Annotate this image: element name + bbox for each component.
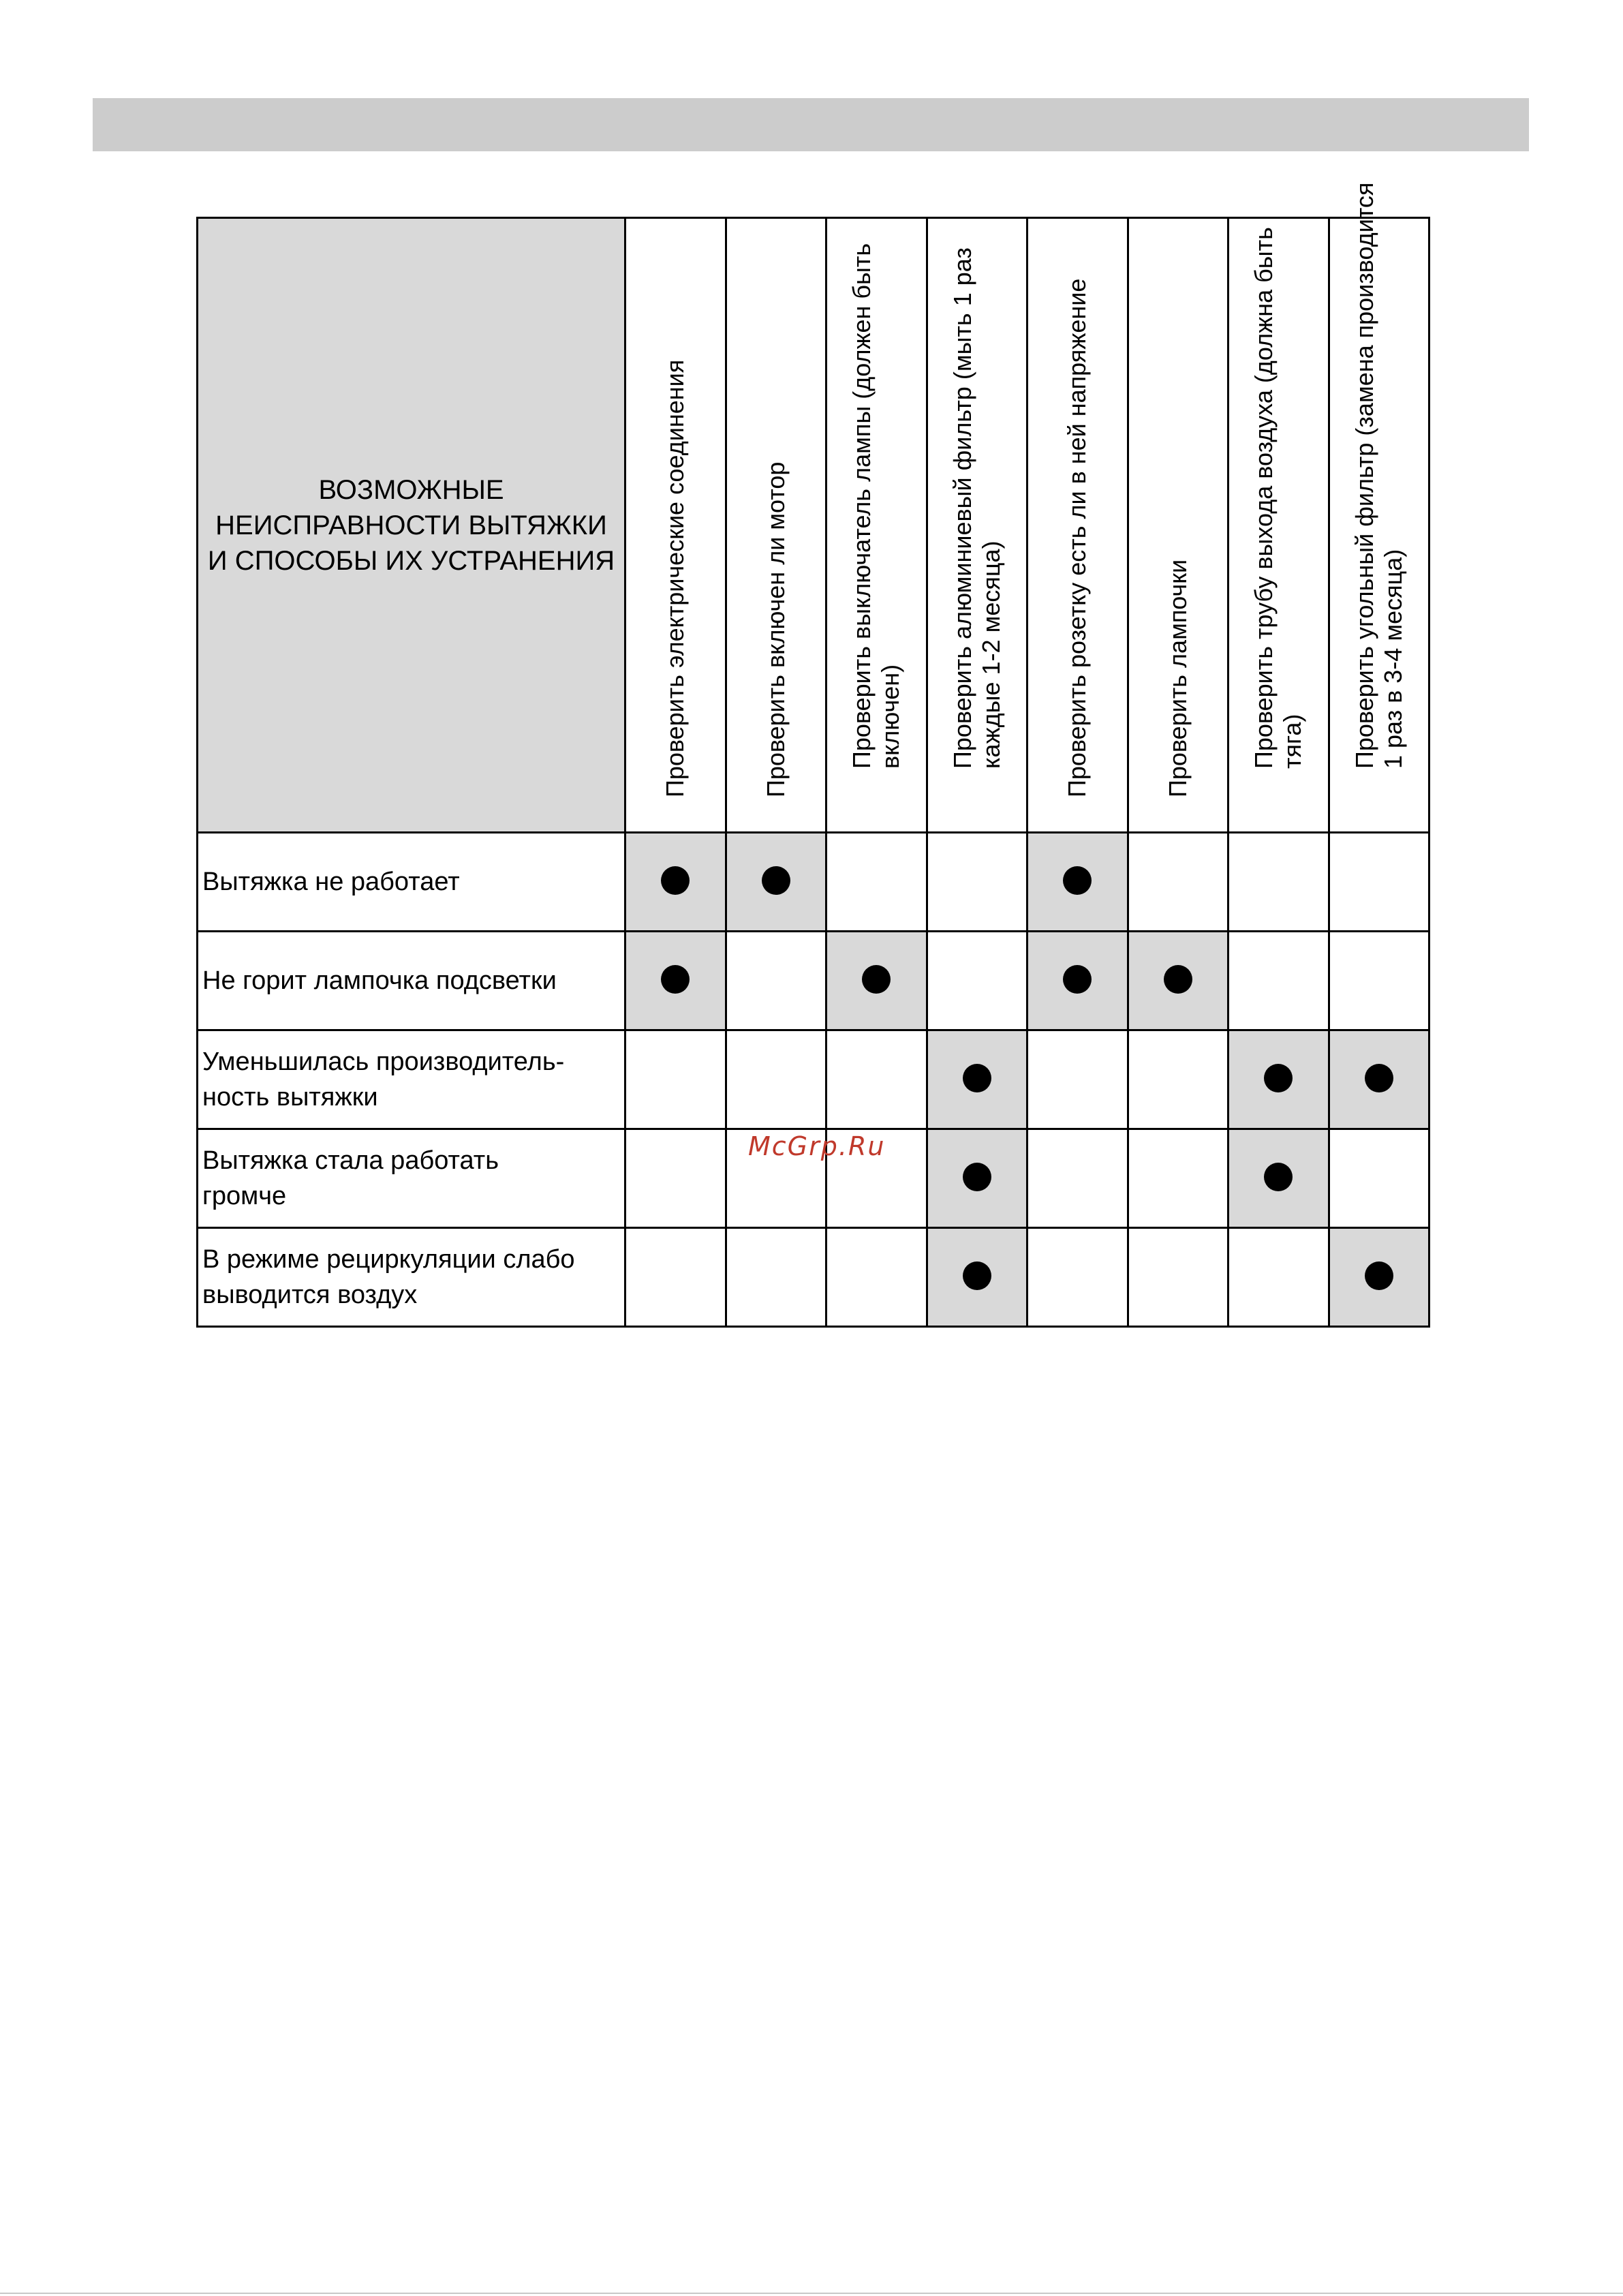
bullet-dot-icon: [1365, 1064, 1393, 1092]
empty-cell: [1027, 1129, 1128, 1228]
bullet-dot-icon: [762, 866, 790, 895]
bullet-dot-icon: [963, 1163, 991, 1191]
table-row: [198, 932, 1429, 1030]
bullet-dot-icon: [1063, 866, 1092, 895]
column-header-text: Проверить выключатель лампы (должен быть включен): [848, 243, 905, 769]
bullet-dot-icon: [1164, 965, 1192, 994]
column-header: [826, 218, 927, 833]
bullet-dot-icon: [862, 965, 891, 994]
bullet-dot-icon: [661, 965, 690, 994]
table-corner-title: [198, 218, 625, 833]
empty-cell: [826, 1228, 927, 1327]
bullet-dot-icon: [661, 866, 690, 895]
column-header-text: Проверить электрические соединения: [661, 359, 690, 797]
row-label-line: Вытяжка стала работать: [202, 1146, 499, 1175]
empty-cell: [1228, 932, 1329, 1030]
table-body: [198, 833, 1429, 1327]
column-header-text: Проверить трубу выхода воздуха (должна быть тяга): [1250, 227, 1307, 769]
marked-cell: [1329, 1030, 1429, 1129]
row-label-line: Не горит лампочка подсветки: [202, 966, 557, 995]
table-header-row: [198, 218, 1429, 833]
column-header-text: Проверить розетку есть ли в ней напряжение: [1063, 278, 1092, 797]
marked-cell: [927, 1030, 1027, 1129]
empty-cell: [726, 1228, 826, 1327]
bullet-dot-icon: [1264, 1163, 1293, 1191]
column-header: [927, 218, 1027, 833]
empty-cell: [927, 932, 1027, 1030]
empty-cell: [1027, 1228, 1128, 1327]
bottom-rule: [0, 2293, 1623, 2294]
empty-cell: [1027, 1030, 1128, 1129]
row-label: [198, 1228, 625, 1327]
empty-cell: [1228, 833, 1329, 932]
bullet-dot-icon: [1264, 1064, 1293, 1092]
empty-cell: [625, 1030, 726, 1129]
row-label: [198, 833, 625, 932]
bullet-dot-icon: [963, 1261, 991, 1290]
marked-cell: [1027, 833, 1128, 932]
empty-cell: [1128, 1129, 1228, 1228]
marked-cell: [1228, 1129, 1329, 1228]
column-header-text: Проверить алюминиевый фильтр (мыть 1 раз каждые 1-2 месяца): [948, 247, 1005, 769]
marked-cell: [927, 1129, 1027, 1228]
empty-cell: [826, 1030, 927, 1129]
empty-cell: [726, 1030, 826, 1129]
table-row: [198, 1030, 1429, 1129]
empty-cell: [1329, 833, 1429, 932]
row-label: [198, 1030, 625, 1129]
row-label: [198, 932, 625, 1030]
empty-cell: [1128, 833, 1228, 932]
row-label: [198, 1129, 625, 1228]
row-label-line: В режиме рециркуляции слабо: [202, 1245, 575, 1274]
row-label-line: громче: [202, 1182, 287, 1210]
empty-cell: [1128, 1228, 1228, 1327]
empty-cell: [1128, 1030, 1228, 1129]
corner-title-line: НЕИСПРАВНОСТИ ВЫТЯЖКИ: [215, 510, 607, 540]
column-header-text: Проверить лампочки: [1163, 559, 1192, 797]
corner-title-line: ВОЗМОЖНЫЕ: [318, 474, 504, 505]
bullet-dot-icon: [1365, 1261, 1393, 1290]
column-header: [726, 218, 826, 833]
table-row: [198, 833, 1429, 932]
marked-cell: [726, 833, 826, 932]
column-header: [1027, 218, 1128, 833]
empty-cell: [1329, 1129, 1429, 1228]
empty-cell: [1329, 932, 1429, 1030]
marked-cell: [927, 1228, 1027, 1327]
marked-cell: [1027, 932, 1128, 1030]
watermark: McGrp.Ru: [748, 1131, 886, 1161]
row-label-line: ность вытяжки: [202, 1083, 378, 1112]
marked-cell: [1228, 1030, 1329, 1129]
row-label-line: выводится воздух: [202, 1281, 418, 1309]
column-header: [1329, 182, 1429, 833]
table-row: [198, 1228, 1429, 1327]
row-label-line: Вытяжка не работает: [202, 868, 460, 896]
column-header: [1128, 218, 1228, 833]
empty-cell: [927, 833, 1027, 932]
marked-cell: [625, 932, 726, 1030]
bullet-dot-icon: [1063, 965, 1092, 994]
marked-cell: [826, 932, 927, 1030]
marked-cell: [1329, 1228, 1429, 1327]
marked-cell: [625, 833, 726, 932]
empty-cell: [625, 1228, 726, 1327]
corner-title-line: И СПОСОБЫ ИХ УСТРАНЕНИЯ: [207, 545, 615, 576]
empty-cell: [1228, 1228, 1329, 1327]
empty-cell: [826, 833, 927, 932]
column-header-text: Проверить включен ли мотор: [761, 461, 790, 797]
bullet-dot-icon: [963, 1064, 991, 1092]
empty-cell: [726, 932, 826, 1030]
column-header: [625, 218, 726, 833]
row-label-line: Уменьшилась производитель-: [202, 1047, 565, 1076]
column-header-text: Проверить угольный фильтр (замена производится 1 раз в 3-4 месяца): [1350, 182, 1407, 769]
column-header: [1228, 218, 1329, 833]
empty-cell: [625, 1129, 726, 1228]
marked-cell: [1128, 932, 1228, 1030]
header-bar: [93, 98, 1529, 151]
